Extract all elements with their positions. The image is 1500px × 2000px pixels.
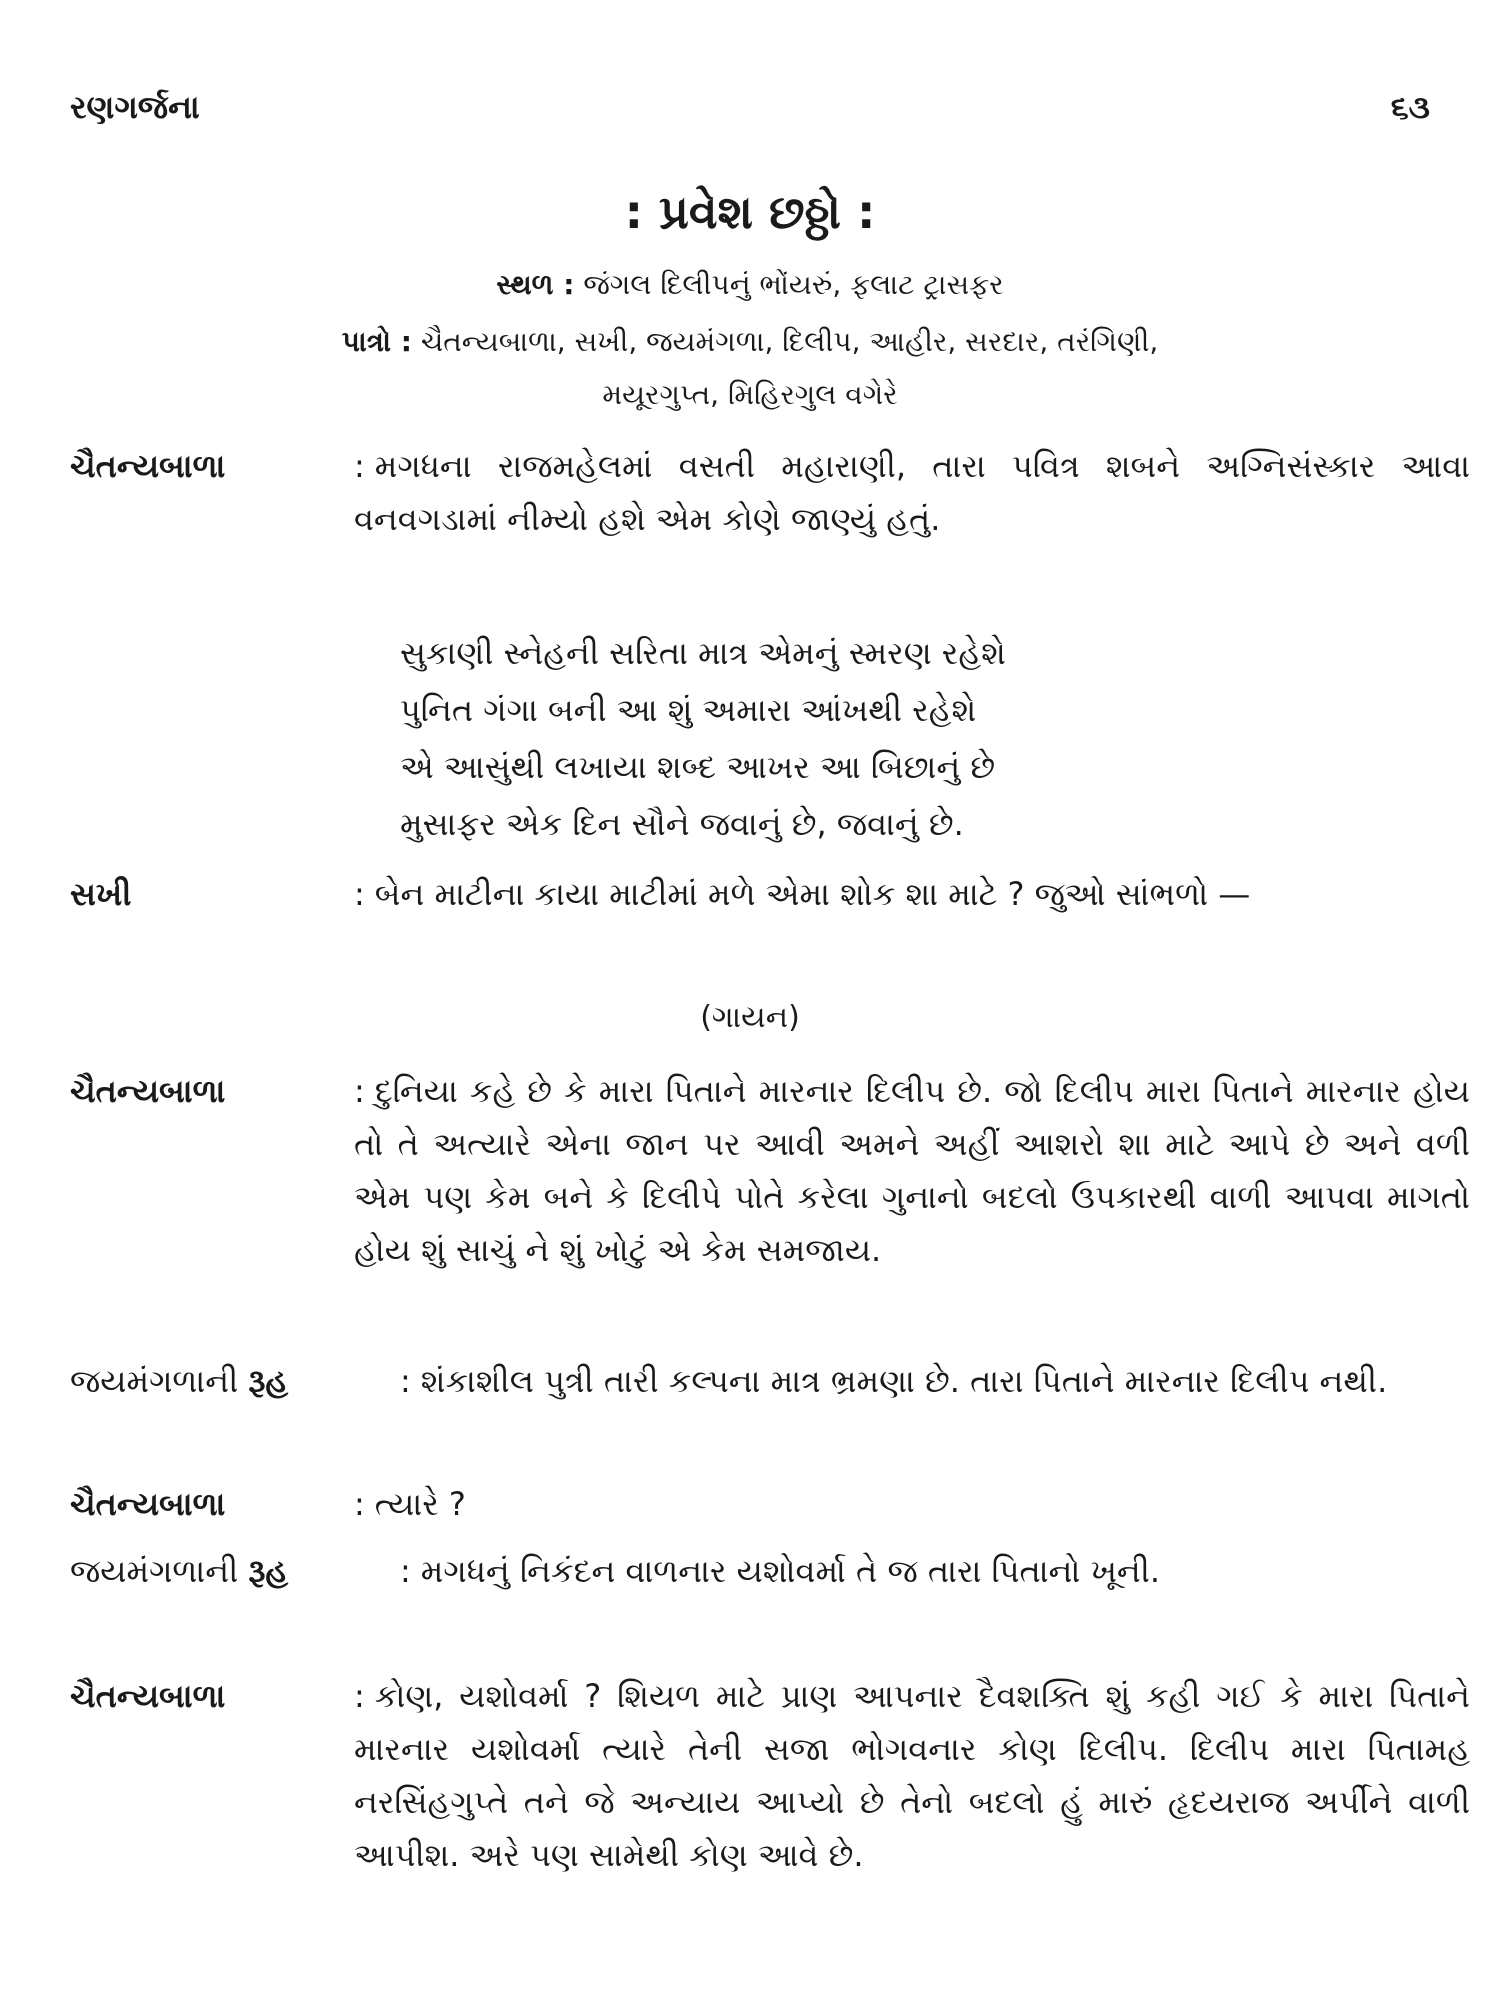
- characters-line-1: ચૈતન્યબાળા, સખી, જયમંગળા, દિલીપ, આહીર, સરદાર, તરંગિણી,: [420, 325, 1159, 358]
- verse-line: પુનિત ગંગા બની આ શું અમારા આંખથી રહેશે: [400, 691, 977, 729]
- scene-characters-continued: [0, 378, 1500, 412]
- speaker-name-part: જયમંગળાની: [70, 1552, 239, 1590]
- dialogue-line: બેન માટીના કાયા માટીમાં મળે એમા શોક શા માટે ? જુઓ સાંભળો —: [374, 875, 1251, 913]
- song-note: (ગાયન): [700, 1000, 800, 1035]
- speaker-name: ચૈતન્યબાળા: [70, 1072, 226, 1110]
- scene-characters: [0, 325, 1500, 359]
- speaker-name: સખી: [70, 875, 132, 913]
- verse-line: એ આસુંથી લખાયા શબ્દ આખર આ બિછાનું છે: [400, 748, 996, 786]
- dialogue-line: મગધનું નિકંદન વાળનાર યશોવર્મા તે જ તારા પિતાનો ખૂની.: [420, 1552, 1161, 1590]
- speaker-name: ચૈતન્યબાળા: [70, 1485, 226, 1523]
- characters-label: પાત્રો :: [341, 325, 412, 358]
- speaker-colon: :: [354, 1485, 365, 1523]
- speaker-name: ચૈતન્યબાળા: [70, 1677, 226, 1715]
- book-title: રણગર્જના: [70, 88, 200, 126]
- scene-place: [0, 268, 1500, 302]
- dialogue-text: [354, 1065, 1470, 1277]
- speaker-name-emphasis: રૂહ: [248, 1552, 289, 1590]
- dialogue-line: મગધના રાજમહેલમાં વસતી મહારાણી, તારા પવિત્ર શબને અગ્નિસંસ્કાર આવા વનવગડામાં નીમ્યો હશે એમ કોણે જાણ્યું હતું.: [354, 447, 1470, 538]
- speaker-colon: :: [354, 447, 365, 485]
- speaker-colon: :: [354, 875, 365, 913]
- dialogue-text: [354, 868, 1470, 921]
- dialogue-line: દુનિયા કહે છે કે મારા પિતાને મારનાર દિલીપ છે. જો દિલીપ મારા પિતાને મારનાર હોય તો તે અત્યારે એના જાન પર આવી અમને અહીં આશરો શા માટે આપે છે અને વળી એમ પણ કેમ બને કે દિલીપે પોતે કરેલા ગુનાનો બદલો ઉપકારથી વાળી આપવા માગતો હોય શું સાચું ને શું ખોટું એ કેમ સમજાય.: [354, 1072, 1470, 1269]
- speaker-colon: :: [354, 1072, 365, 1110]
- characters-line-2: મયૂરગુપ્ત, મિહિરગુલ વગેરે: [602, 378, 898, 411]
- verse-line: સુકાણી સ્નેહની સરિતા માત્ર એમનું સ્મરણ રહેશે: [400, 634, 1006, 672]
- verse-line: મુસાફર એક દિન સૌને જવાનું છે, જવાનું છે.: [400, 805, 964, 843]
- scene-title: : પ્રવેશ છઠ્ઠો :: [624, 185, 876, 239]
- dialogue-text: [354, 1670, 1470, 1882]
- page-number: ૬૩: [1390, 88, 1430, 126]
- speaker-name: [70, 1355, 288, 1408]
- dialogue-line: શંકાશીલ પુત્રી તારી કલ્પના માત્ર ભ્રમણા છે. તારા પિતાને મારનાર દિલીપ નથી.: [420, 1362, 1388, 1400]
- dialogue-text: [400, 1545, 1470, 1598]
- verse-block: [400, 625, 1006, 853]
- speaker-name-part: જયમંગળાની: [70, 1362, 239, 1400]
- dialogue-line: ત્યારે ?: [374, 1485, 466, 1523]
- dialogue-text: [354, 1478, 1470, 1531]
- dialogue-text: [354, 440, 1470, 546]
- speaker-name: [70, 1545, 288, 1598]
- dialogue-text: [400, 1355, 1470, 1408]
- dialogue-line: કોણ, યશોવર્મા ? શિયળ માટે પ્રાણ આપનાર દૈવશક્તિ શું કહી ગઈ કે મારા પિતાને મારનાર યશોવર્મા ત્યારે તેની સજા ભોગવનાર કોણ દિલીપ. દિલીપ મારા પિતામહ નરસિંહગુપ્તે તને જે અન્યાય આપ્યો છે તેનો બદલો હું મારું હૃદયરાજ અર્પીને વાળી આપીશ. અરે પણ સામેથી કોણ આવે છે.: [354, 1677, 1470, 1874]
- place-label: સ્થળ :: [496, 268, 575, 301]
- speaker-colon: :: [400, 1552, 411, 1590]
- running-header: [70, 88, 1430, 138]
- speaker-colon: :: [354, 1677, 365, 1715]
- speaker-name: ચૈતન્યબાળા: [70, 447, 226, 485]
- speaker-colon: :: [400, 1362, 411, 1400]
- place-text: જંગલ દિલીપનું ભોંયરું, ફલાટ ટ્રાસફર: [583, 268, 1004, 301]
- speaker-name-emphasis: રૂહ: [248, 1362, 289, 1400]
